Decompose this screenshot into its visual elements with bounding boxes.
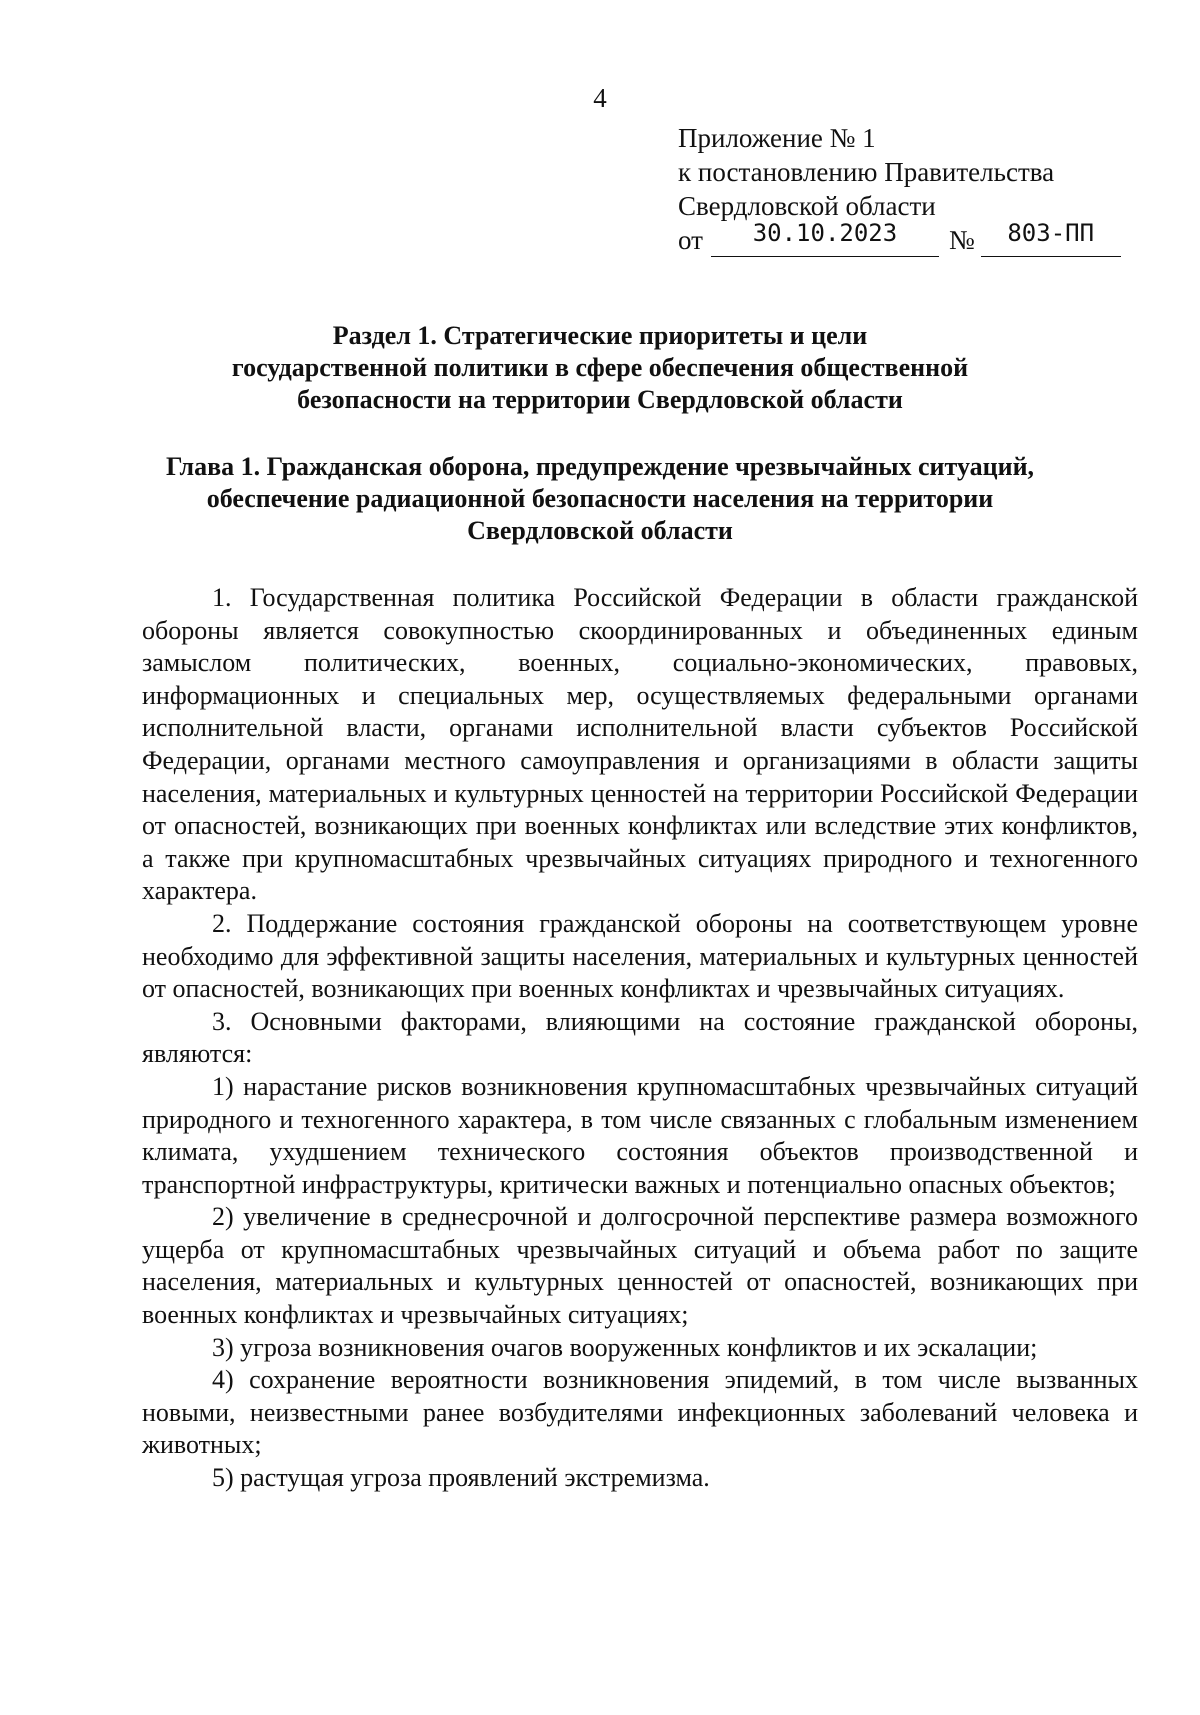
appendix-header	[678, 121, 1148, 257]
appendix-date-number-line	[678, 219, 1148, 257]
chapter-title-line: Свердловской области	[467, 516, 733, 545]
section-title-line: безопасности на территории Свердловской области	[297, 385, 903, 414]
paragraph: 2. Поддержание состояния гражданской обороны на соответствующем уровне необходимо для эффективной защиты населения, материальных и культурных ценностей от опасностей, возникающих при военных конфликтах и чрезвычайных ситуациях.	[142, 908, 1138, 1004]
paragraph: 3. Основными факторами, влияющими на состояние гражданской обороны, являются:	[142, 1006, 1138, 1069]
section-title-line: Раздел 1. Стратегические приоритеты и цели	[332, 321, 868, 350]
resolution-number-field	[981, 219, 1121, 257]
resolution-date: 30.10.2023	[752, 219, 898, 247]
paragraph: 1. Государственная политика Российской Федерации в области гражданской обороны является совокупностью скоординированных и объединенных единым замыслом политических, военных, социально-экономических, правовых, информационных и специальных мер, осуществляемых федеральными органами исполнительной власти, органами исполнительной власти субъектов Российской Федерации, органами местного самоуправления и организациями в области защиты населения, материальных и культурных ценностей на территории Российской Федерации от опасностей, возникающих при военных конфликтах или вследствие этих конфликтов, а также при крупномасштабных чрезвычайных ситуациях природного и техногенного характера.	[142, 583, 1138, 906]
list-item: 3) угроза возникновения очагов вооруженных конфликтов и их эскалации;	[212, 1332, 1038, 1362]
page-number: 4	[593, 83, 607, 113]
from-label: от	[678, 225, 703, 255]
appendix-region-line: Свердловской области	[678, 191, 936, 221]
section-title-line: государственной политики в сфере обеспечения общественной	[231, 353, 969, 382]
chapter-title	[100, 451, 1100, 547]
list-item: 2) увеличение в среднесрочной и долгосрочной перспективе размера возможного ущерба от крупномасштабных чрезвычайных ситуаций и объема работ по защите населения, материальных и культурных ценностей от опасностей, возникающих при военных конфликтах и чрезвычайных ситуациях;	[142, 1202, 1138, 1330]
appendix-label: Приложение № 1	[678, 123, 876, 153]
resolution-number: 803-ПП	[1007, 219, 1095, 247]
number-sign: №	[948, 225, 975, 255]
list-item: 4) сохранение вероятности возникновения эпидемий, в том числе вызванных новыми, неизвестными ранее возбудителями инфекционных заболеваний человека и животных;	[142, 1365, 1138, 1460]
appendix-resolution-line: к постановлению Правительства	[678, 157, 1055, 187]
document-body	[142, 582, 1138, 1495]
chapter-title-line: Глава 1. Гражданская оборона, предупреждение чрезвычайных ситуаций,	[165, 452, 1035, 481]
chapter-title-line: обеспечение радиационной безопасности населения на территории	[206, 484, 994, 513]
list-item: 5) растущая угроза проявлений экстремизма.	[212, 1463, 710, 1493]
section-title	[100, 320, 1100, 416]
list-item: 1) нарастание рисков возникновения крупномасштабных чрезвычайных ситуаций природного и техногенного характера, в том числе связанных с глобальным изменением климата, ухудшением технического состояния объектов производственной и транспортной инфраструктуры, критически важных и потенциально опасных объектов;	[142, 1071, 1138, 1199]
resolution-date-field	[711, 219, 939, 257]
